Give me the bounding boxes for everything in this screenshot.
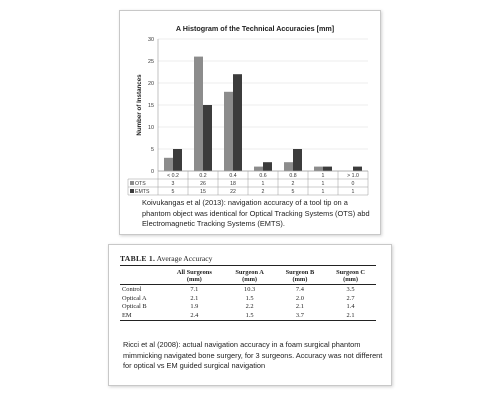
y-axis-label: Number of Instances: [136, 74, 143, 136]
bar-emts: [263, 162, 272, 171]
table-row: [120, 303, 376, 312]
bar-emts: [203, 105, 212, 171]
table-cell: 7.4: [295, 286, 304, 293]
table-body: [120, 285, 376, 320]
row-label: EM: [120, 311, 164, 320]
column-name: All Surgeons: [176, 269, 212, 276]
table-panel: [108, 244, 392, 386]
column-unit: (mm): [292, 276, 308, 284]
legend-label-emts: EMTS: [135, 189, 150, 195]
x-tick-label: 0.8: [289, 173, 297, 179]
table-title: [120, 254, 376, 266]
accuracy-table-wrap: [120, 254, 376, 321]
table-row: [120, 311, 376, 320]
y-tick-label: 10: [148, 125, 154, 131]
x-tick-label: 0.2: [199, 173, 207, 179]
table-header-cell: [275, 266, 325, 285]
y-tick-label: 15: [148, 103, 154, 109]
data-table-value: 15: [200, 189, 206, 195]
table-cell: 10.3: [244, 286, 256, 293]
column-name: Surgeon B: [285, 269, 315, 276]
table-header-cell: [224, 266, 274, 285]
table-title-number: TABLE 1.: [120, 254, 156, 263]
table-header-cell: [325, 266, 376, 285]
y-tick-label: 5: [151, 147, 154, 153]
table-cell: 7.1: [190, 286, 199, 293]
legend-swatch-emts: [130, 189, 134, 193]
data-table-value: 2: [291, 181, 295, 187]
table-cell: 1.5: [224, 311, 274, 320]
accuracy-table: [120, 266, 376, 321]
data-table-value: 2: [261, 189, 265, 195]
table-cell: 2.7: [346, 294, 355, 302]
column-name: Surgeon C: [336, 269, 366, 276]
data-table-value: 0: [351, 181, 355, 187]
bar-emts: [293, 149, 302, 171]
table-header-cell: [164, 266, 224, 285]
bar-ots: [164, 158, 173, 171]
y-tick-label: 30: [148, 37, 154, 43]
bar-emts: [353, 167, 362, 171]
table-cell: 3.7: [275, 311, 325, 320]
data-table-value: 5: [291, 189, 295, 195]
data-table-value: 3: [171, 181, 175, 187]
histogram-chart: [120, 11, 382, 201]
column-unit: (mm): [343, 276, 358, 284]
bar-ots: [254, 167, 263, 171]
bar-ots: [284, 162, 293, 171]
row-label: Control: [122, 286, 142, 293]
table-caption: Ricci et al (2008): actual navigation accuracy in a foam surgical phantom mimmicking navigated bone surgery, for 3 surgeons. Accuracy was not different for optical vs EM guided surgical navigation: [123, 340, 383, 371]
row-label: Optical A: [122, 294, 147, 302]
table-cell: 2.4: [164, 311, 224, 320]
table-cell: 2.0: [295, 294, 304, 302]
data-table-value: 5: [171, 189, 175, 195]
table-cell: 3.5: [346, 286, 355, 293]
legend-label-ots: OTS: [135, 181, 146, 187]
bar-emts: [323, 167, 332, 171]
bar-emts: [173, 149, 182, 171]
data-table-value: 26: [200, 181, 206, 187]
table-cell: 2.1: [295, 303, 304, 311]
table-header-row: [120, 266, 376, 285]
y-tick-label: 0: [151, 169, 154, 175]
table-cell: 2.1: [190, 294, 199, 302]
histogram-caption: Koivukangas et al (2013): navigation accuracy of a tool tip on a phantom object was identical for Optical Tracking Systems (OTS) abd Electromagnetic Tracking Systems (EMTS).: [142, 198, 370, 229]
table-cell: 2.1: [325, 311, 376, 320]
table-cell: 2.2: [245, 303, 254, 311]
y-tick-label: 20: [148, 81, 154, 87]
x-tick-label: 1: [321, 173, 325, 179]
table-row: [120, 294, 376, 303]
y-tick-label: 25: [148, 59, 154, 65]
column-name: Surgeon A: [235, 269, 264, 276]
data-table-value: 1: [261, 181, 265, 187]
legend-swatch-ots: [130, 181, 134, 185]
x-tick-label: 0.6: [259, 173, 267, 179]
data-table-value: 22: [230, 189, 236, 195]
table-row: [120, 285, 376, 294]
row-label: Optical B: [122, 303, 147, 311]
table-title-text: Average Accuracy: [156, 254, 213, 263]
data-table-value: 1: [351, 189, 355, 195]
data-table-value: 1: [321, 181, 325, 187]
bar-ots: [194, 57, 203, 171]
x-tick-label: < 0.2: [167, 173, 179, 179]
histogram-panel: [119, 10, 381, 235]
x-tick-label: 0.4: [229, 173, 237, 179]
x-tick-label: > 1.0: [347, 173, 359, 179]
column-unit: (mm): [186, 276, 202, 284]
column-unit: (mm): [242, 276, 258, 284]
bar-ots: [314, 167, 323, 171]
table-cell: 1.9: [190, 303, 199, 311]
table-header-blank: [120, 266, 164, 285]
data-table-value: 18: [230, 181, 236, 187]
chart-title: A Histogram of the Technical Accuracies [mm]: [175, 24, 335, 33]
bar-ots: [224, 92, 233, 171]
table-cell: 1.5: [245, 294, 254, 302]
data-table-value: 1: [321, 189, 325, 195]
bar-emts: [233, 74, 242, 171]
table-cell: 1.4: [346, 303, 355, 311]
